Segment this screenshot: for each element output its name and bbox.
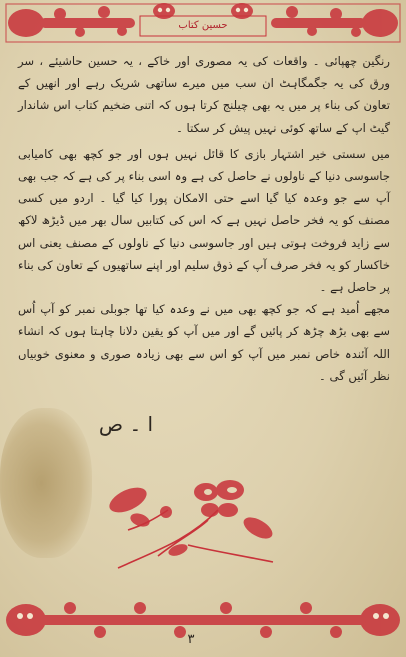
flower-butterfly-ornament <box>98 470 298 570</box>
page-number: ۳ <box>187 632 195 647</box>
paragraph-3: مجھے اُمید ہے کہ جو کچھ بھی میں نے وعدہ کیا تھا جوبلی نمبر کو آپ اُس سے بھی بڑھ چڑھ کر پائیں گے اور میں آپ کو یقین دلانا چاہتا ہوں کہ انشاء اللہ آئندہ خاص نمبر میں آپ کو اس سے بھی زیادہ صوری و معنوی خوبیاں نظر آئیں گی ۔ <box>18 302 390 383</box>
body-text <box>18 50 390 387</box>
paragraph-1: رنگین چھپائی ۔ واقعات کی یہ مصوری اور خاکے ، یہ حسین حاشیئے ، سر ورق کی یہ جگمگاہٹ ان سب میں میرے ساتھی شریک رہے اور انھیں کے تعاون کی بناء پر میں یہ بھی چیلنج کرتا ہوں کہ اتنی ضخیم کتاب اس شاندار گیٹ اپ کے ساتھ کوئی نہیں پیش کر سکتا ۔ <box>18 54 390 135</box>
header-banner-text: حسین کتاب <box>178 20 228 31</box>
signature-initials: ا ۔ ص <box>98 412 154 436</box>
paragraph-2: میں سستی خیر اشتہار بازی کا قائل نہیں ہوں اور جو کچھ بھی کامیابی جاسوسی دنیا کے ناولوں نے حاصل کی ہے وہ اسی بناء پر کی ہے کہ جب بھی آپ سے جو وعدہ کیا گیا اسے حتی الامکان پورا کیا گیا ۔ اردو میں کسی مصنف کو یہ فخر حاصل نہیں ہے کہ اس کی کتابیں سال بھر میں ڈیڑھ لاکھ سے زاید فروخت ہوتی ہیں اور جاسوسی دنیا کے ناولوں کے مصنف یعنی اس خاکسار کو یہ فخر صرف آپ کے ذوق سلیم اور اپنے ساتھیوں کے تعاون کی بناء پر حاصل ہے ۔ <box>18 146 390 295</box>
paper-stain <box>0 408 92 558</box>
